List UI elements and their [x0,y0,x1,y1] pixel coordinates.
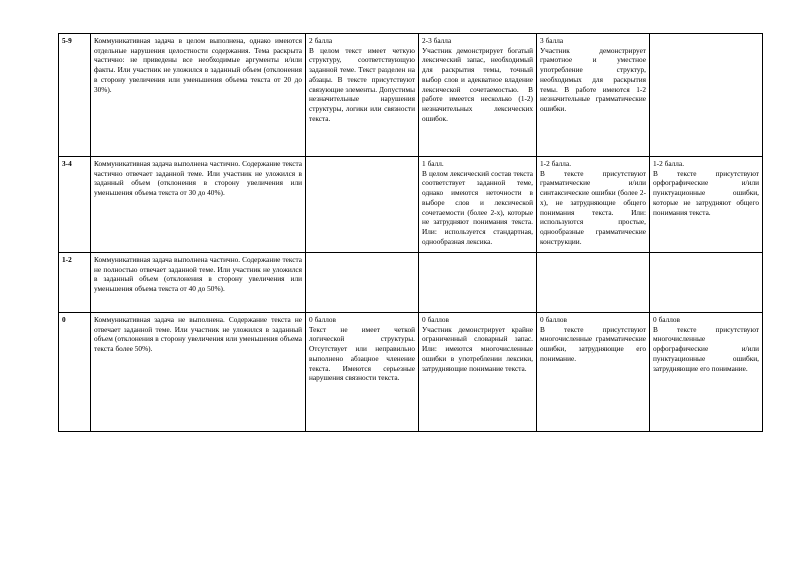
cell-text: В тексте присутствуют многочисленные грамматические ошибки, затрудняющие его понимание. [540,324,646,363]
cell-content [91,34,306,157]
cell-orthography [650,34,763,157]
cell-heading: 2 балла [309,36,333,45]
cell-structure [306,313,419,432]
cell-content [91,253,306,313]
table-row [59,253,763,313]
cell-text: Коммуникативная задача выполнена частично. Содержание текста не полностью отвечает заданной теме. Или участник не уложился в заданный объем (отклонения в сторону увеличения или уменьшения объема текста от 40 до 50%). [94,255,302,294]
cell-heading: 2-3 балла [422,36,452,45]
cell-orthography [650,253,763,313]
cell-text: Участник демонстрирует богатый лексический запас, необходимый для раскрытия темы, точный выбор слов и адекватное владение лексической сочетаемостью. В работе имеется несколько (1-2) незначительных лексических ошибок. [422,45,533,123]
cell-lexis [419,157,537,253]
cell-text: Участник демонстрирует крайне ограниченный словарный запас. Или: имеются многочисленные ошибки в употреблении лексики, затрудняющие понимание текста. [422,324,533,373]
cell-grammar [537,313,650,432]
cell-heading: 1-2 балла. [540,159,572,168]
cell-lexis [419,253,537,313]
cell-heading: 0 баллов [422,315,449,324]
table-row [59,157,763,253]
cell-text: В тексте присутствуют многочисленные орфографические и/или пунктуационные ошибки, затрудняющие его понимание. [653,324,759,373]
cell-structure [306,34,419,157]
cell-structure [306,253,419,313]
cell-content [91,157,306,253]
cell-text: Участник демонстрирует грамотное и уместное употребление структур, необходимых для раскрытия темы. В работе имеются 1-2 незначительные грамматические ошибки. [540,45,646,113]
cell-heading: 1 балл. [422,159,444,168]
cell-orthography [650,157,763,253]
row-score-label: 0 [59,313,91,432]
cell-heading: 0 баллов [309,315,336,324]
cell-heading: 0 баллов [540,315,567,324]
cell-text: Текст не имеет четкой логической структуры. Отсутствует или неправильно выполнено абзацное членение текста. Имеются серьезные нарушения связности текста. [309,324,415,383]
cell-text: В целом лексический состав текста соответствует заданной теме, однако имеются неточности в выборе слов и лексической сочетаемости (более 2-х), которые не затрудняют понимания текста. Или: используется стандартная, однообразная лексика. [422,168,533,246]
cell-lexis [419,34,537,157]
table-row [59,34,763,157]
cell-text: В тексте присутствуют орфографические и/или пунктуационные ошибки, которые не затрудняют общего понимания текста. [653,168,759,217]
cell-grammar [537,253,650,313]
cell-orthography [650,313,763,432]
cell-grammar [537,157,650,253]
cell-content [91,313,306,432]
cell-structure [306,157,419,253]
row-score-label: 5-9 [59,34,91,157]
cell-text: В целом текст имеет четкую структуру, соответствующую заданной теме. Текст разделен на абзацы. В тексте присутствуют связующие элементы. Допустимы незначительные нарушения структуры, логики или связности текста. [309,45,415,123]
cell-text: Коммуникативная задача выполнена частично. Содержание текста частично отвечает заданной теме. Или участник не уложился в заданный объем (отклонения в сторону увеличения или уменьшения объема текста от 30 до 40%). [94,159,302,198]
cell-text: Коммуникативная задача не выполнена. Содержание текста не отвечает заданной теме. Или участник не уложился в заданный объем (отклонения в сторону увеличения или уменьшения объема текста более 50%). [94,315,302,354]
cell-heading: 0 баллов [653,315,680,324]
scoring-rubric-table [58,33,763,432]
cell-text: В тексте присутствуют грамматические и/или синтаксические ошибки (более 2-х), не затрудняющие общего понимания текста. Или: используются простые, однообразные грамматические конструкции. [540,168,646,246]
cell-text: Коммуникативная задача в целом выполнена, однако имеются отдельные нарушения целостности содержания. Тема раскрыта частично: не приведены все необходимые аргументы и/или факты. Или участник не уложился в заданный объем (отклонения в сторону увеличения или уменьшения объема текста от 20 до 30%). [94,36,302,94]
cell-lexis [419,313,537,432]
cell-heading: 3 балла [540,36,564,45]
cell-heading: 1-2 балла. [653,159,685,168]
table-row [59,313,763,432]
row-score-label: 1-2 [59,253,91,313]
row-score-label: 3-4 [59,157,91,253]
cell-grammar [537,34,650,157]
